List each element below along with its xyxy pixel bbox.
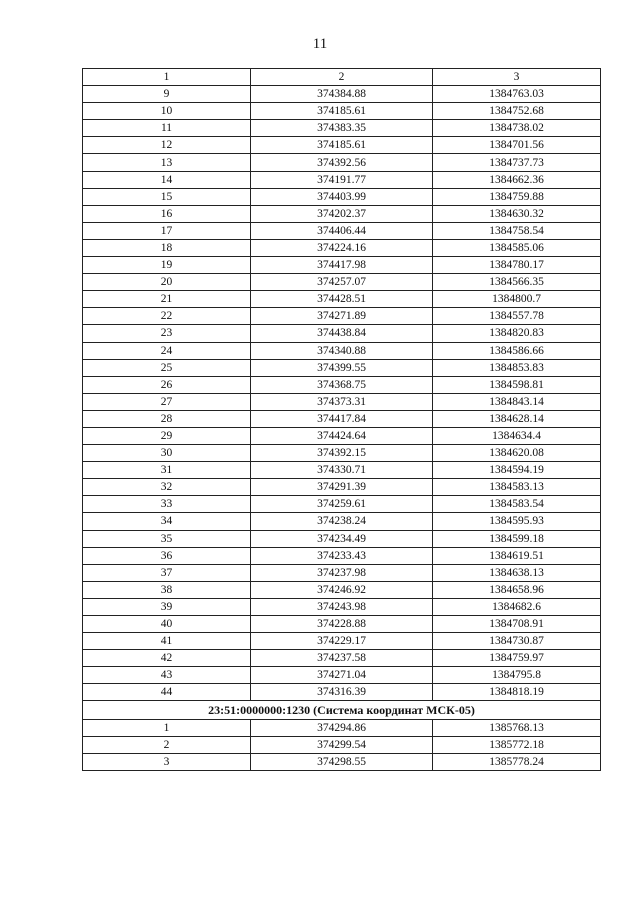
x-coordinate-cell: 374368.75 [251, 376, 433, 393]
table-row [83, 188, 601, 205]
point-number-cell: 34 [83, 513, 251, 530]
y-coordinate-cell: 1384583.54 [433, 496, 601, 513]
point-number-cell: 37 [83, 564, 251, 581]
y-coordinate-cell: 1384701.56 [433, 137, 601, 154]
x-coordinate-cell: 374406.44 [251, 222, 433, 239]
point-number-cell: 41 [83, 633, 251, 650]
point-number-cell: 33 [83, 496, 251, 513]
y-coordinate-cell: 1385772.18 [433, 737, 601, 754]
y-coordinate-cell: 1384620.08 [433, 445, 601, 462]
y-coordinate-cell: 1384628.14 [433, 410, 601, 427]
table-row [83, 719, 601, 736]
y-coordinate-cell: 1384843.14 [433, 393, 601, 410]
table-row [83, 479, 601, 496]
x-coordinate-cell: 374257.07 [251, 274, 433, 291]
y-coordinate-cell: 1384795.8 [433, 667, 601, 684]
table-row [83, 257, 601, 274]
y-coordinate-cell: 1385768.13 [433, 719, 601, 736]
table-row [83, 667, 601, 684]
point-number-cell: 24 [83, 342, 251, 359]
x-coordinate-cell: 374233.43 [251, 547, 433, 564]
table-row [83, 308, 601, 325]
point-number-cell: 43 [83, 667, 251, 684]
table-row [83, 462, 601, 479]
point-number-cell: 21 [83, 291, 251, 308]
table-row [83, 359, 601, 376]
table-row [83, 171, 601, 188]
table-row [83, 581, 601, 598]
table-row [83, 325, 601, 342]
table-row [83, 291, 601, 308]
table-row [83, 376, 601, 393]
table-row [83, 513, 601, 530]
x-coordinate-cell: 374237.98 [251, 564, 433, 581]
x-coordinate-cell: 374316.39 [251, 684, 433, 701]
section-row [83, 701, 601, 720]
table-row [83, 445, 601, 462]
y-coordinate-cell: 1384738.02 [433, 120, 601, 137]
y-coordinate-cell: 1384630.32 [433, 205, 601, 222]
table-row [83, 342, 601, 359]
table-row [83, 564, 601, 581]
point-number-cell: 12 [83, 137, 251, 154]
table-row [83, 427, 601, 444]
point-number-cell: 19 [83, 257, 251, 274]
y-coordinate-cell: 1384619.51 [433, 547, 601, 564]
x-coordinate-cell: 374271.04 [251, 667, 433, 684]
x-coordinate-cell: 374234.49 [251, 530, 433, 547]
y-coordinate-cell: 1384708.91 [433, 616, 601, 633]
y-coordinate-cell: 1384634.4 [433, 427, 601, 444]
y-coordinate-cell: 1384763.03 [433, 86, 601, 103]
x-coordinate-cell: 374424.64 [251, 427, 433, 444]
table-row [83, 103, 601, 120]
point-number-cell: 1 [83, 719, 251, 736]
point-number-cell: 39 [83, 598, 251, 615]
table-row [83, 274, 601, 291]
y-coordinate-cell: 1384820.83 [433, 325, 601, 342]
x-coordinate-cell: 374291.39 [251, 479, 433, 496]
point-number-cell: 13 [83, 154, 251, 171]
y-coordinate-cell: 1384818.19 [433, 684, 601, 701]
column-header-point: 1 [83, 69, 251, 86]
x-coordinate-cell: 374185.61 [251, 137, 433, 154]
point-number-cell: 10 [83, 103, 251, 120]
x-coordinate-cell: 374428.51 [251, 291, 433, 308]
point-number-cell: 30 [83, 445, 251, 462]
y-coordinate-cell: 1384595.93 [433, 513, 601, 530]
x-coordinate-cell: 374403.99 [251, 188, 433, 205]
table-row [83, 650, 601, 667]
table-row [83, 205, 601, 222]
y-coordinate-cell: 1384662.36 [433, 171, 601, 188]
x-coordinate-cell: 374202.37 [251, 205, 433, 222]
x-coordinate-cell: 374243.98 [251, 598, 433, 615]
y-coordinate-cell: 1384752.68 [433, 103, 601, 120]
point-number-cell: 3 [83, 754, 251, 771]
table-row [83, 530, 601, 547]
y-coordinate-cell: 1384758.54 [433, 222, 601, 239]
point-number-cell: 26 [83, 376, 251, 393]
table-row [83, 737, 601, 754]
y-coordinate-cell: 1384566.35 [433, 274, 601, 291]
table-row [83, 547, 601, 564]
x-coordinate-cell: 374392.15 [251, 445, 433, 462]
table-row [83, 410, 601, 427]
x-coordinate-cell: 374237.58 [251, 650, 433, 667]
table-row [83, 222, 601, 239]
y-coordinate-cell: 1384599.18 [433, 530, 601, 547]
table-row [83, 120, 601, 137]
table-row [83, 393, 601, 410]
point-number-cell: 17 [83, 222, 251, 239]
point-number-cell: 23 [83, 325, 251, 342]
y-coordinate-cell: 1384759.88 [433, 188, 601, 205]
x-coordinate-cell: 374417.84 [251, 410, 433, 427]
point-number-cell: 14 [83, 171, 251, 188]
point-number-cell: 2 [83, 737, 251, 754]
y-coordinate-cell: 1384598.81 [433, 376, 601, 393]
table-row [83, 137, 601, 154]
table-row [83, 496, 601, 513]
x-coordinate-cell: 374392.56 [251, 154, 433, 171]
y-coordinate-cell: 1384594.19 [433, 462, 601, 479]
point-number-cell: 29 [83, 427, 251, 444]
x-coordinate-cell: 374229.17 [251, 633, 433, 650]
x-coordinate-cell: 374373.31 [251, 393, 433, 410]
table-body [83, 86, 601, 771]
point-number-cell: 44 [83, 684, 251, 701]
point-number-cell: 35 [83, 530, 251, 547]
y-coordinate-cell: 1384780.17 [433, 257, 601, 274]
y-coordinate-cell: 1384730.87 [433, 633, 601, 650]
y-coordinate-cell: 1384557.78 [433, 308, 601, 325]
y-coordinate-cell: 1384853.83 [433, 359, 601, 376]
x-coordinate-cell: 374271.89 [251, 308, 433, 325]
point-number-cell: 25 [83, 359, 251, 376]
x-coordinate-cell: 374438.84 [251, 325, 433, 342]
y-coordinate-cell: 1384585.06 [433, 239, 601, 256]
y-coordinate-cell: 1385778.24 [433, 754, 601, 771]
y-coordinate-cell: 1384737.73 [433, 154, 601, 171]
point-number-cell: 31 [83, 462, 251, 479]
point-number-cell: 27 [83, 393, 251, 410]
x-coordinate-cell: 374330.71 [251, 462, 433, 479]
y-coordinate-cell: 1384586.66 [433, 342, 601, 359]
x-coordinate-cell: 374383.35 [251, 120, 433, 137]
table-row [83, 684, 601, 701]
point-number-cell: 9 [83, 86, 251, 103]
point-number-cell: 16 [83, 205, 251, 222]
point-number-cell: 28 [83, 410, 251, 427]
y-coordinate-cell: 1384638.13 [433, 564, 601, 581]
y-coordinate-cell: 1384800.7 [433, 291, 601, 308]
point-number-cell: 20 [83, 274, 251, 291]
point-number-cell: 36 [83, 547, 251, 564]
x-coordinate-cell: 374185.61 [251, 103, 433, 120]
y-coordinate-cell: 1384583.13 [433, 479, 601, 496]
point-number-cell: 11 [83, 120, 251, 137]
x-coordinate-cell: 374191.77 [251, 171, 433, 188]
coordinates-table [82, 68, 601, 771]
point-number-cell: 32 [83, 479, 251, 496]
x-coordinate-cell: 374399.55 [251, 359, 433, 376]
column-header-x: 2 [251, 69, 433, 86]
x-coordinate-cell: 374259.61 [251, 496, 433, 513]
point-number-cell: 18 [83, 239, 251, 256]
point-number-cell: 15 [83, 188, 251, 205]
point-number-cell: 22 [83, 308, 251, 325]
y-coordinate-cell: 1384682.6 [433, 598, 601, 615]
table-row [83, 633, 601, 650]
x-coordinate-cell: 374228.88 [251, 616, 433, 633]
x-coordinate-cell: 374294.86 [251, 719, 433, 736]
x-coordinate-cell: 374238.24 [251, 513, 433, 530]
x-coordinate-cell: 374417.98 [251, 257, 433, 274]
table-row [83, 86, 601, 103]
section-title: 23:51:0000000:1230 (Система координат МСК-05) [83, 701, 601, 720]
x-coordinate-cell: 374384.88 [251, 86, 433, 103]
table-row [83, 754, 601, 771]
table-row [83, 616, 601, 633]
point-number-cell: 38 [83, 581, 251, 598]
x-coordinate-cell: 374298.55 [251, 754, 433, 771]
page-number: 11 [312, 36, 328, 52]
x-coordinate-cell: 374299.54 [251, 737, 433, 754]
table-header-row [83, 69, 601, 86]
point-number-cell: 42 [83, 650, 251, 667]
x-coordinate-cell: 374224.16 [251, 239, 433, 256]
table-row [83, 154, 601, 171]
column-header-y: 3 [433, 69, 601, 86]
table-row [83, 239, 601, 256]
point-number-cell: 40 [83, 616, 251, 633]
y-coordinate-cell: 1384658.96 [433, 581, 601, 598]
y-coordinate-cell: 1384759.97 [433, 650, 601, 667]
table-row [83, 598, 601, 615]
x-coordinate-cell: 374246.92 [251, 581, 433, 598]
x-coordinate-cell: 374340.88 [251, 342, 433, 359]
